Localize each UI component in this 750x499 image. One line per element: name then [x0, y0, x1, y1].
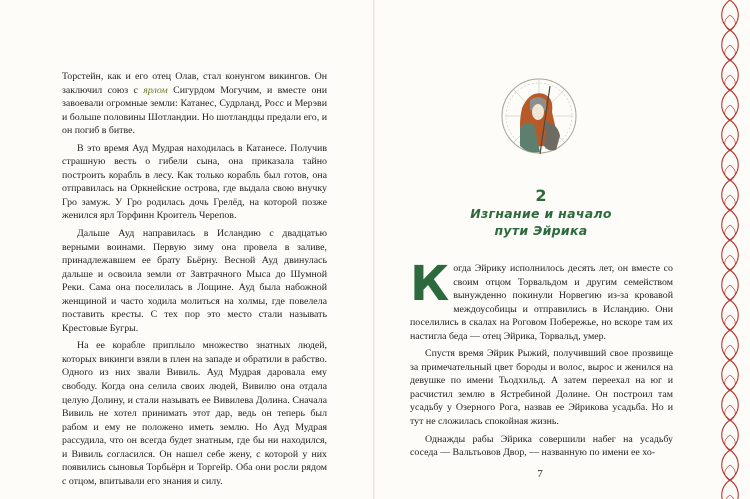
left-page [0, 0, 374, 499]
paragraph [62, 70, 327, 138]
red-chain-border-icon [715, 0, 745, 499]
paragraph-text: Сигурдом Могучим, и вместе они завоевали огромные земли: Катанес, Судрланд, Росс и Мерэви и больше половины Шотландии. Но шотландцы предали его, и он погиб в битве. [62, 84, 327, 137]
drop-cap: К [410, 256, 450, 312]
paragraph: Спустя время Эйрик Рыжий, получивший свое прозвище за примечательный цвет бороды и волос, вырос и женился на девушке по имени Тьодхильд. А затем переехал на юг и расчистил землю в Ястребиной Долине. Он построил там усадьбу у Озерного Рога, назвав ее Эйрикова усадьба. Но и тут не сложилась спокойная жизнь. [410, 348, 673, 428]
chapter-number: 2 [535, 186, 547, 205]
chapter-title-line: Изгнание и начало [470, 206, 612, 221]
chapter-title [410, 205, 672, 239]
left-page-text [62, 70, 327, 492]
chapter-title-line: пути Эйрика [494, 223, 588, 238]
right-page-text [410, 256, 673, 464]
paragraph: На ее корабле приплыло множество знатных людей, которых викинги взяли в плен на западе и обратили в рабство. Одного из них звали Вивиль. Ауд Мудрая даровала ему свободу. Когда она селила своих людей, Вивилю она отдала целую Долину, и стали называть ее Вивилева Долина. Сначала Вивиль не хотел принимать этот дар, ведь он теперь был рабом и ему не положено иметь землю. Но Ауд Мудрая рассудила, что он всегда будет знатным, где бы ни находился, и Вивиль согласился. Он нашел себе жену, с которой у них появились сыновья Торбьёрн и Торгейр. Оба они росли рядом с отцом, впитывали его знания и силу. [62, 340, 327, 487]
paragraph: Однажды рабы Эйрика совершили набег на усадьбу соседа — Вальтьовов Двор, — названную по имени ее хо- [410, 433, 673, 459]
viking-warrior-medallion-icon [500, 68, 578, 164]
paragraph [410, 256, 673, 343]
page-number: 7 [537, 468, 543, 480]
highlighted-word[interactable]: ярлом [143, 84, 168, 96]
paragraph-text: Торстейн, как и его отец Олав, стал конунгом викингов. Он заключил союз с [62, 71, 327, 96]
paragraph: Дальше Ауд направилась в Исландию с двадцатью верными воинами. Первую зиму она провела в заливе, принадлежавшем ее брату Бьёрну. Весной Ауд двинулась дальше и освоила земли от Завтрачного Мыса до Шумной Реки. Сама она поселилась в Лощине. Ауд была набожной женщиной и часто ходила молиться на холмы, где повелела поставить кресты. С тех пор это место стали называть Крестовые Бугры. [62, 228, 327, 334]
paragraph: В это время Ауд Мудрая находилась в Катанесе. Получив страшную весть о гибели сына, она приказала тайно построить корабль в лесу. Как только корабль был готов, она отправилась на Оркнейские острова, где выдала свою внучку Гро замуж. У Гро родилась дочь Грелёд, на которой позже женился ярл Торфинн Кроитель Черепов. [62, 142, 327, 222]
paragraph-text: огда Эйрику исполнилось десять лет, он вместе со своим отцом Торвальдом и другим семейством вынужденно покинули Норвегию из-за кровавой междоусобицы и отправились в Исландию. Они поселились в скалах на Роговом Побережье, но вскоре там их настигла беда — отец Эйрика, Торвальд, умер. [410, 263, 673, 342]
